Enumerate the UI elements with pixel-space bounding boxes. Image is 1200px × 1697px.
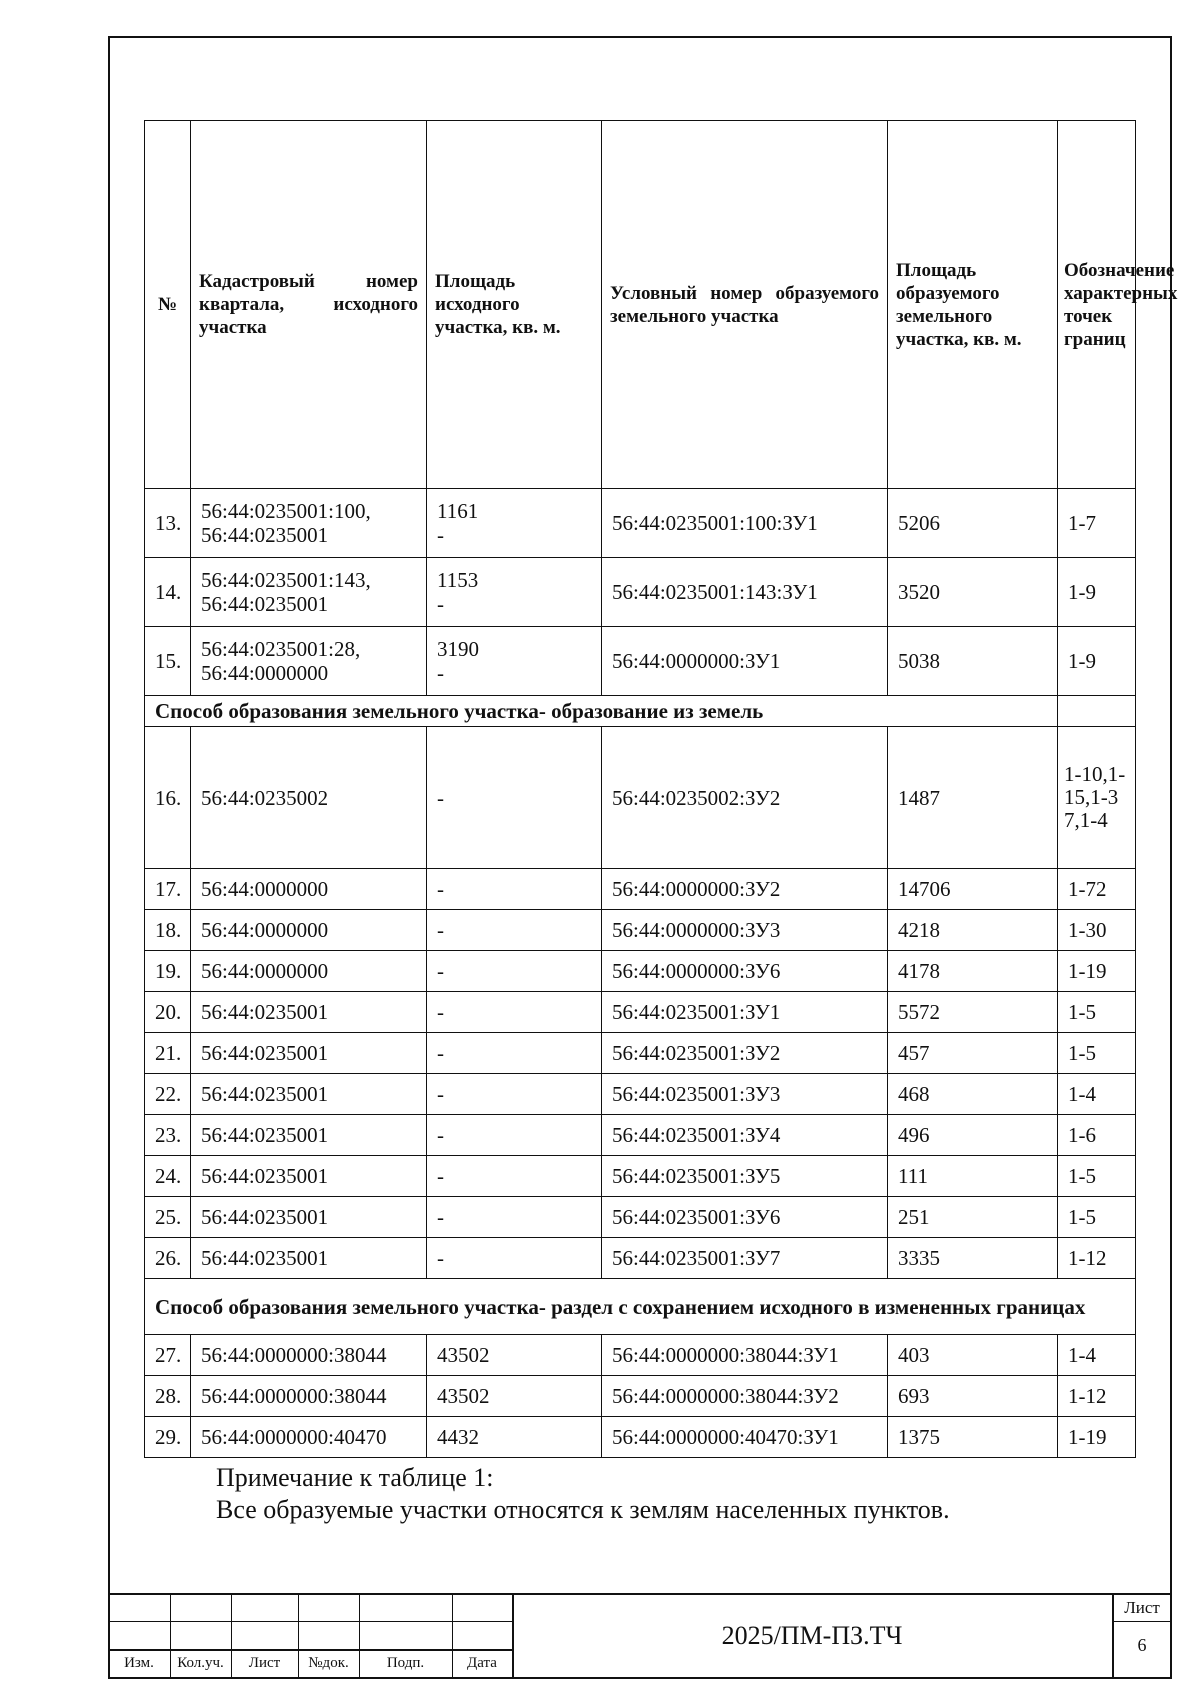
sheet-number: 6 <box>1137 1635 1147 1655</box>
cell-source-area: - <box>427 1238 602 1279</box>
cell-conditional-number: 56:44:0235001:143:ЗУ1 <box>602 558 888 627</box>
cell-conditional-number: 56:44:0235001:ЗУ7 <box>602 1238 888 1279</box>
cell-points: 1-72 <box>1058 869 1136 910</box>
cell-source-area: - <box>427 951 602 992</box>
table-row <box>145 627 1136 696</box>
cell-points: 1-19 <box>1058 1417 1136 1458</box>
cell-new-area: 5206 <box>888 489 1058 558</box>
row-number: 19. <box>145 951 191 992</box>
cell-cadastral: 56:44:0235001 <box>191 1238 427 1279</box>
table-header-row <box>145 121 1136 489</box>
table-row <box>145 1115 1136 1156</box>
cell-points: 1-5 <box>1058 1156 1136 1197</box>
cell-points: 1-9 <box>1058 558 1136 627</box>
cell-cadastral: 56:44:0000000:40470 <box>191 1417 427 1458</box>
cell-points: 1-30 <box>1058 910 1136 951</box>
table-row <box>145 910 1136 951</box>
row-number: 28. <box>145 1376 191 1417</box>
table-row <box>145 1197 1136 1238</box>
title-block-label: №док. <box>308 1655 349 1671</box>
title-block-label: Дата <box>467 1655 497 1671</box>
cell-cadastral: 56:44:0235001 <box>191 1156 427 1197</box>
table-row <box>145 558 1136 627</box>
row-number: 20. <box>145 992 191 1033</box>
row-number: 18. <box>145 910 191 951</box>
table-row <box>145 992 1136 1033</box>
cell-source-area: - <box>427 1074 602 1115</box>
table-row <box>145 1033 1136 1074</box>
cell-conditional-number: 56:44:0000000:ЗУ3 <box>602 910 888 951</box>
cell-source-area: 1161 - <box>427 489 602 558</box>
row-number: 17. <box>145 869 191 910</box>
cell-points: 1-4 <box>1058 1335 1136 1376</box>
table-row <box>145 1156 1136 1197</box>
cell-source-area: - <box>427 1033 602 1074</box>
row-number: 23. <box>145 1115 191 1156</box>
cell-cadastral: 56:44:0000000:38044 <box>191 1335 427 1376</box>
cell-cadastral: 56:44:0000000 <box>191 910 427 951</box>
document-code: 2025/ПМ-ПЗ.ТЧ <box>721 1621 903 1650</box>
sheet-label: Лист <box>1124 1598 1160 1617</box>
cell-source-area: - <box>427 1115 602 1156</box>
section-heading: Способ образования земельного участка- раздел с сохранением исходного в измененных границах <box>145 1279 1136 1335</box>
cell-new-area: 5038 <box>888 627 1058 696</box>
cell-source-area: - <box>427 992 602 1033</box>
cell-points: 1-7 <box>1058 489 1136 558</box>
cell-source-area: 3190 - <box>427 627 602 696</box>
cell-cadastral: 56:44:0235001 <box>191 992 427 1033</box>
cell-conditional-number: 56:44:0235001:ЗУ1 <box>602 992 888 1033</box>
cell-new-area: 251 <box>888 1197 1058 1238</box>
row-number: 27. <box>145 1335 191 1376</box>
header-no: № <box>145 121 191 489</box>
cell-new-area: 693 <box>888 1376 1058 1417</box>
cell-source-area: - <box>427 869 602 910</box>
cell-conditional-number: 56:44:0235001:ЗУ6 <box>602 1197 888 1238</box>
cell-points: 1-4 <box>1058 1074 1136 1115</box>
cell-new-area: 496 <box>888 1115 1058 1156</box>
section-empty-cell <box>1058 696 1136 727</box>
cell-points: 1-12 <box>1058 1238 1136 1279</box>
cell-new-area: 4218 <box>888 910 1058 951</box>
title-block <box>108 1593 1172 1679</box>
cell-cadastral: 56:44:0235001:143, 56:44:0235001 <box>191 558 427 627</box>
note-title: Примечание к таблице 1: <box>216 1463 494 1492</box>
table-row <box>145 489 1136 558</box>
note-text: Все образуемые участки относятся к землям населенных пунктов. <box>216 1495 950 1524</box>
title-block-label: Лист <box>248 1655 281 1671</box>
cell-cadastral: 56:44:0000000 <box>191 951 427 992</box>
row-number: 29. <box>145 1417 191 1458</box>
cell-source-area: 1153 - <box>427 558 602 627</box>
title-block-label: Кол.уч. <box>177 1655 224 1671</box>
cell-points: 1-5 <box>1058 992 1136 1033</box>
table-row <box>145 1074 1136 1115</box>
cell-cadastral: 56:44:0235001 <box>191 1033 427 1074</box>
cell-points: 1-6 <box>1058 1115 1136 1156</box>
cell-source-area: - <box>427 910 602 951</box>
cell-new-area: 468 <box>888 1074 1058 1115</box>
cell-cadastral: 56:44:0000000:38044 <box>191 1376 427 1417</box>
header-source-area: Площадь исходного участка, кв. м. <box>427 121 602 489</box>
cell-source-area: - <box>427 1197 602 1238</box>
cell-cadastral: 56:44:0235002 <box>191 727 427 869</box>
section-row <box>145 696 1136 727</box>
cell-cadastral: 56:44:0235001 <box>191 1074 427 1115</box>
cell-source-area: 4432 <box>427 1417 602 1458</box>
cell-points: 1-9 <box>1058 627 1136 696</box>
section-heading: Способ образования земельного участка- образование из земель <box>145 696 1058 727</box>
table-row <box>145 1376 1136 1417</box>
cell-cadastral: 56:44:0235001 <box>191 1115 427 1156</box>
cell-source-area: 43502 <box>427 1376 602 1417</box>
cell-points: 1-10,1-15,1-37,1-4 <box>1058 727 1136 869</box>
cell-new-area: 457 <box>888 1033 1058 1074</box>
cell-source-area: - <box>427 1156 602 1197</box>
cell-new-area: 403 <box>888 1335 1058 1376</box>
cell-conditional-number: 56:44:0235001:ЗУ3 <box>602 1074 888 1115</box>
table-row <box>145 869 1136 910</box>
title-block-label: Изм. <box>124 1655 154 1671</box>
cell-points: 1-5 <box>1058 1033 1136 1074</box>
cell-conditional-number: 56:44:0000000:40470:ЗУ1 <box>602 1417 888 1458</box>
header-new-area: Площадь образуемого земельного участка, кв. м. <box>888 121 1058 489</box>
cell-conditional-number: 56:44:0235001:100:ЗУ1 <box>602 489 888 558</box>
cell-cadastral: 56:44:0235001:28, 56:44:0000000 <box>191 627 427 696</box>
cell-cadastral: 56:44:0235001 <box>191 1197 427 1238</box>
cell-cadastral: 56:44:0235001:100, 56:44:0235001 <box>191 489 427 558</box>
cell-conditional-number: 56:44:0235002:ЗУ2 <box>602 727 888 869</box>
row-number: 13. <box>145 489 191 558</box>
cell-points: 1-5 <box>1058 1197 1136 1238</box>
header-points: Обозначение характерных точек границ <box>1058 121 1136 489</box>
cell-source-area: 43502 <box>427 1335 602 1376</box>
row-number: 21. <box>145 1033 191 1074</box>
table-row <box>145 727 1136 869</box>
table-note <box>216 1462 950 1526</box>
cell-new-area: 1487 <box>888 727 1058 869</box>
row-number: 25. <box>145 1197 191 1238</box>
cell-conditional-number: 56:44:0000000:38044:ЗУ1 <box>602 1335 888 1376</box>
cell-conditional-number: 56:44:0000000:ЗУ2 <box>602 869 888 910</box>
cell-new-area: 1375 <box>888 1417 1058 1458</box>
cell-conditional-number: 56:44:0235001:ЗУ5 <box>602 1156 888 1197</box>
header-cadastral: Кадастровый номер квартала, исходного участка <box>191 121 427 489</box>
table-row <box>145 1335 1136 1376</box>
cell-new-area: 14706 <box>888 869 1058 910</box>
cell-points: 1-19 <box>1058 951 1136 992</box>
cell-conditional-number: 56:44:0000000:38044:ЗУ2 <box>602 1376 888 1417</box>
cell-new-area: 3520 <box>888 558 1058 627</box>
cell-new-area: 5572 <box>888 992 1058 1033</box>
cell-new-area: 4178 <box>888 951 1058 992</box>
row-number: 14. <box>145 558 191 627</box>
row-number: 22. <box>145 1074 191 1115</box>
table-row <box>145 1238 1136 1279</box>
land-plots-table <box>144 120 1178 1458</box>
cell-conditional-number: 56:44:0000000:ЗУ6 <box>602 951 888 992</box>
section-row <box>145 1279 1136 1335</box>
title-block-label: Подп. <box>386 1655 425 1671</box>
cell-points: 1-12 <box>1058 1376 1136 1417</box>
header-conditional-number: Условный номер образуемого земельного участка <box>602 121 888 489</box>
row-number: 24. <box>145 1156 191 1197</box>
table-row <box>145 951 1136 992</box>
row-number: 16. <box>145 727 191 869</box>
cell-conditional-number: 56:44:0000000:ЗУ1 <box>602 627 888 696</box>
row-number: 15. <box>145 627 191 696</box>
cell-source-area: - <box>427 727 602 869</box>
cell-conditional-number: 56:44:0235001:ЗУ2 <box>602 1033 888 1074</box>
row-number: 26. <box>145 1238 191 1279</box>
cell-conditional-number: 56:44:0235001:ЗУ4 <box>602 1115 888 1156</box>
cell-new-area: 3335 <box>888 1238 1058 1279</box>
cell-cadastral: 56:44:0000000 <box>191 869 427 910</box>
table-row <box>145 1417 1136 1458</box>
cell-new-area: 111 <box>888 1156 1058 1197</box>
